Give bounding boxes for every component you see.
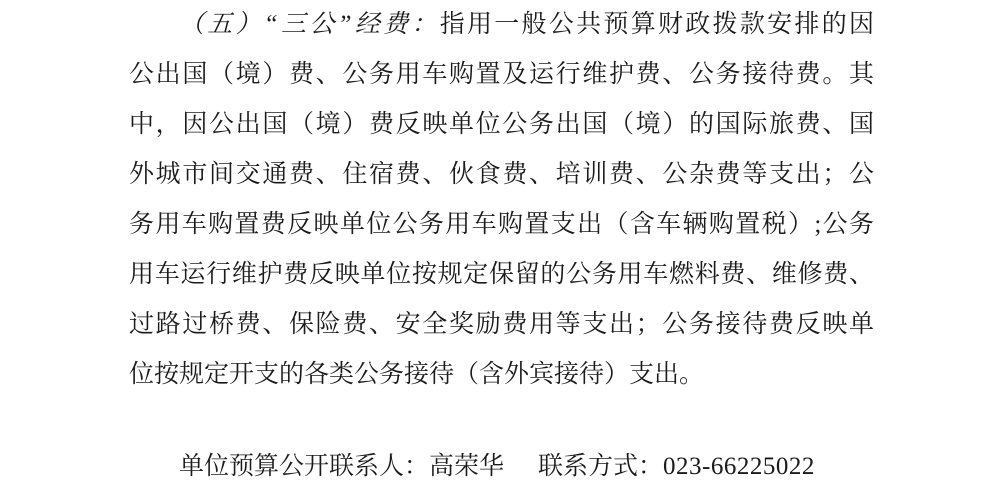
contact-person-name: 高荣华 [429,453,505,480]
paragraph-line: 过路过桥费、保险费、安全奖励费用等支出；公务接待费反映单 [129,311,874,338]
contact-phone-label: 联系方式： [538,453,664,480]
budget-terms-text-block [129,0,874,489]
contact-info-line [129,442,874,489]
paragraph-line: 位按规定开支的各类公务接待（含外宾接待）支出。 [129,361,705,388]
paragraph-line: 公出国（境）费、公务用车购置及运行维护费、公务接待费。其 [129,61,874,88]
paragraph-line-text: 指用一般公共预算财政拨款安排的因 [439,11,874,38]
paragraph-line: 用车运行维护费反映单位按规定保留的公务用车燃料费、维修费、 [129,261,874,288]
paragraph-line: 外城市间交通费、住宿费、伙食费、培训费、公杂费等支出；公 [129,161,874,188]
contact-phone-number: 023-66225022 [663,453,815,480]
paragraph-line: 中，因公出国（境）费反映单位公务出国（境）的国际旅费、国 [129,111,874,138]
contact-person-label: 单位预算公开联系人： [179,453,430,480]
section-heading: （五）“三公”经费： [179,11,440,38]
paragraph-line [129,0,874,50]
paragraph-line: 务用车购置费反映单位公务用车购置支出（含车辆购置税）;公务 [129,211,874,238]
